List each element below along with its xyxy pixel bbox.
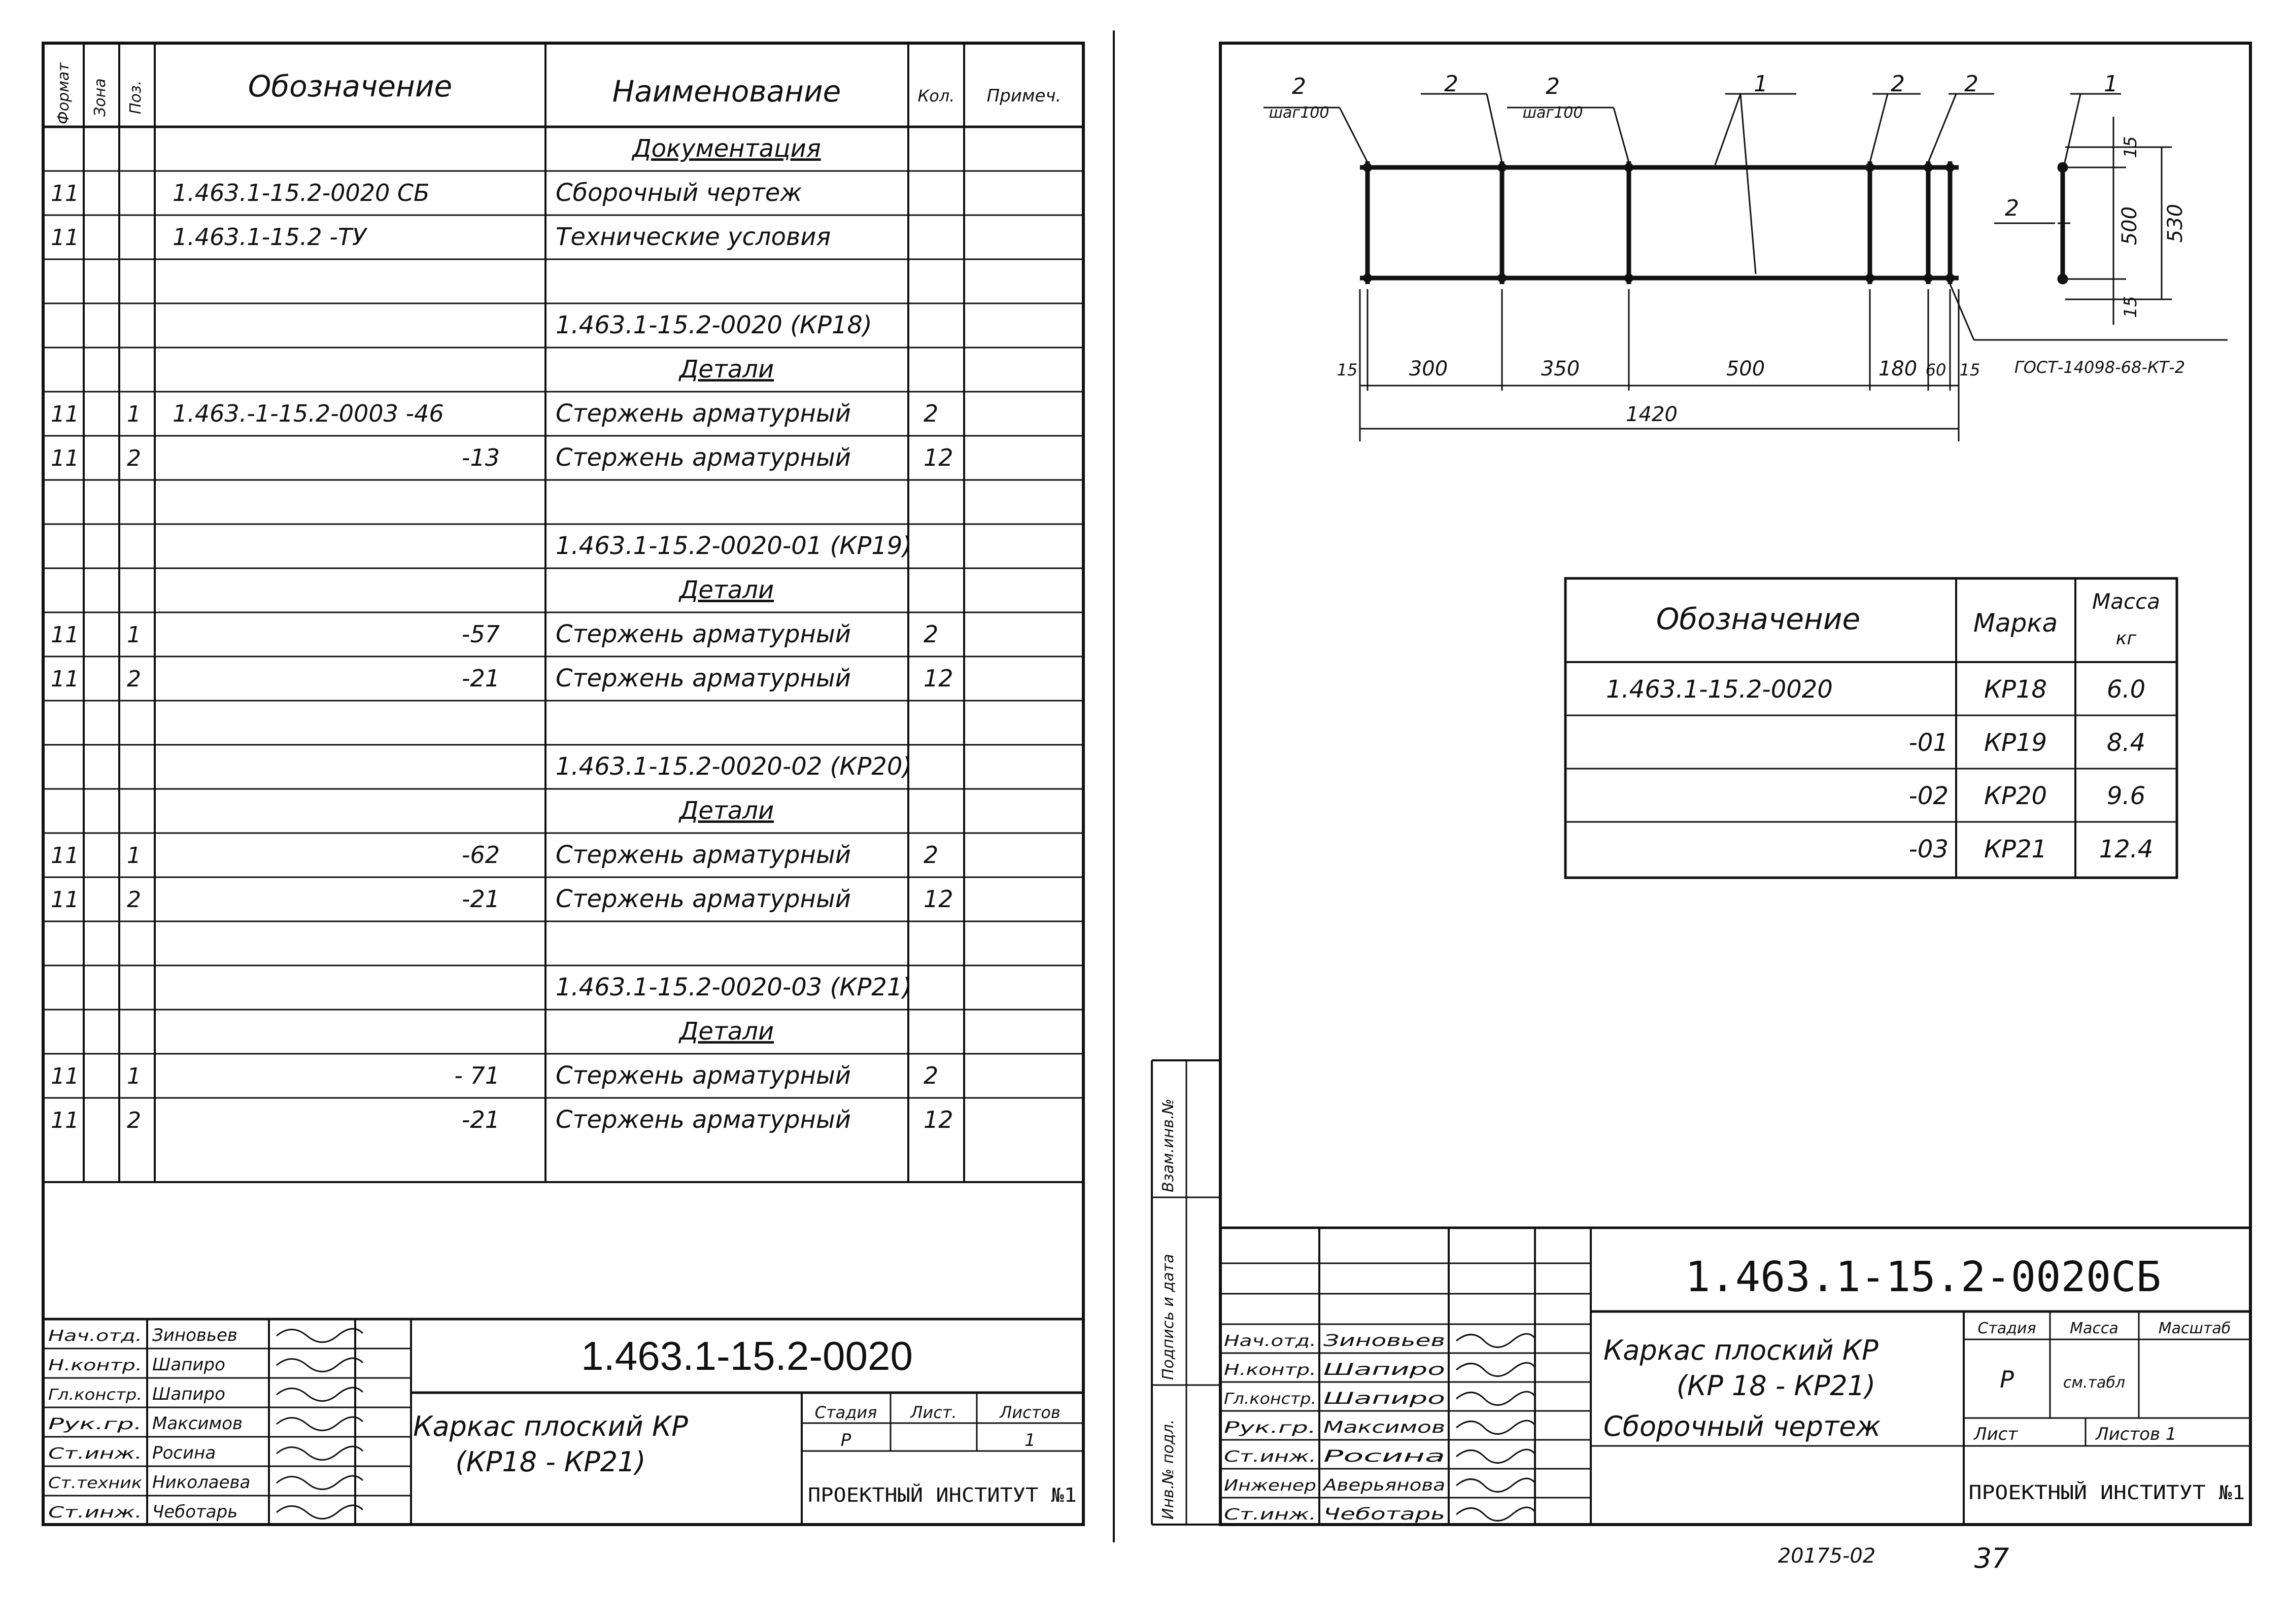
- spec-cell-format: 11: [51, 225, 79, 251]
- spec-cell-pos: 1: [127, 401, 141, 428]
- header-pos: Поз.: [127, 80, 145, 114]
- header-zone: Зона: [91, 78, 109, 117]
- spec-cell-designation: -21: [461, 885, 500, 913]
- assembly-stamp-role: Гл.констр.: [1224, 1390, 1316, 1408]
- spec-cell-format: 11: [51, 181, 79, 207]
- mark-header-designation: Обозначение: [1656, 602, 1861, 636]
- spec-cell-format: 11: [51, 445, 79, 472]
- section-label-pos-2: 2: [2005, 195, 2019, 221]
- spec-cell-name: Документация: [632, 134, 821, 163]
- spec-cell-name: 1.463.1-15.2-0020-03 (КР21): [556, 973, 912, 1002]
- header-note: Примеч.: [986, 86, 1062, 106]
- dim-label: 180: [1878, 357, 1918, 381]
- spec-title-block: [43, 1319, 1083, 1525]
- assembly-stamp-role: Инженер: [1224, 1477, 1316, 1495]
- assembly-stamp-person: Росина: [1323, 1446, 1445, 1466]
- spec-cell-pos: 2: [127, 1108, 141, 1134]
- mark-header-mark: Марка: [1973, 608, 2058, 638]
- header-name: Наименование: [612, 74, 841, 109]
- assembly-stamp-role: Ст.инж.: [1224, 1448, 1316, 1466]
- spec-cell-pos: 2: [127, 887, 141, 913]
- mark-cell-mass: 6.0: [2106, 675, 2146, 704]
- assembly-stamp-sheets-label: Листов 1: [2096, 1424, 2177, 1444]
- assembly-stamp-person: Максимов: [1323, 1418, 1445, 1437]
- assembly-stamp-person: Шапиро: [1323, 1360, 1445, 1379]
- spec-cell-designation: -62: [461, 841, 500, 869]
- header-format: Формат: [55, 62, 73, 124]
- spec-stamp-title-1: Каркас плоский КР: [413, 1410, 688, 1442]
- signature-mark: [1456, 1421, 1535, 1434]
- spec-cell-format: 11: [51, 1108, 79, 1134]
- signature-mark: [277, 1446, 363, 1460]
- spec-cell-designation: -21: [461, 1106, 500, 1134]
- signature-mark: [1456, 1334, 1535, 1347]
- assembly-stamp-title-1: Каркас плоский КР: [1603, 1334, 1878, 1366]
- section-dim-top: 15: [2121, 136, 2141, 158]
- spec-cell-name: Стержень арматурный: [556, 1061, 851, 1090]
- mark-table: [1565, 578, 2177, 878]
- spec-cell-qty: 2: [924, 400, 939, 428]
- mark-cell-mark: КР20: [1984, 782, 2047, 810]
- assembly-stamp-organization: ПРОЕКТНЫЙ ИНСТИТУТ №1: [1968, 1481, 2245, 1504]
- side-stamp-labels: [1159, 1098, 1177, 1519]
- mark-cell-designation: -02: [1908, 782, 1949, 810]
- assembly-stamp-title-2: (КР 18 - КР21): [1676, 1370, 1876, 1402]
- signature-mark: [1456, 1507, 1535, 1521]
- spec-cell-designation: 1.463.1-15.2 -ТУ: [173, 223, 366, 251]
- signature-mark: [1456, 1363, 1535, 1376]
- mark-cell-mark: КР18: [1984, 675, 2047, 704]
- footer-code: 20175-02: [1778, 1544, 1876, 1568]
- spec-stamp-organization: ПРОЕКТНЫЙ ИНСТИТУТ №1: [808, 1484, 1077, 1506]
- assembly-stamp-stage-label: Стадия: [1977, 1320, 2036, 1337]
- spec-cell-designation: -21: [461, 665, 500, 693]
- dim-label: 15: [1959, 360, 1980, 379]
- spec-stamp-role: Ст.инж.: [48, 1445, 142, 1463]
- assembly-stamp-mass-value: см.табл: [2063, 1374, 2126, 1392]
- spec-stamp-role: Ст.техник: [48, 1474, 142, 1492]
- signature-mark: [1456, 1478, 1535, 1492]
- side-label-replace: Взам.инв.№: [1159, 1098, 1177, 1192]
- spec-cell-qty: 12: [924, 885, 953, 913]
- signature-mark: [277, 1476, 363, 1489]
- spec-stamp-person: Максимов: [152, 1413, 243, 1434]
- spec-cell-name: Детали: [679, 355, 774, 384]
- spec-stamp-role: Н.контр.: [48, 1357, 142, 1374]
- assembly-stamp-person: Чеботарь: [1323, 1504, 1445, 1524]
- assembly-stamp-sheet-label: Лист: [1974, 1424, 2018, 1444]
- spec-stamp-sheet-label: Лист.: [910, 1403, 957, 1422]
- spec-stamp-title-2: (КР18 - КР21): [455, 1446, 646, 1478]
- mark-cell-mass: 8.4: [2106, 729, 2146, 757]
- spec-cell-format: 11: [51, 887, 79, 913]
- mark-header-mass-unit: кг: [2115, 628, 2137, 649]
- mark-cell-designation: 1.463.1-15.2-0020: [1606, 675, 1833, 704]
- spec-cell-designation: -57: [461, 620, 500, 648]
- section-dim-bottom: 15: [2121, 296, 2141, 318]
- spec-stamp-person: Чеботарь: [152, 1502, 238, 1522]
- spec-cell-name: Технические условия: [556, 223, 831, 252]
- spec-cell-name: Стержень арматурный: [556, 1105, 851, 1134]
- spec-cell-name: 1.463.1-15.2-0020-01 (КР19): [556, 532, 912, 561]
- spec-cell-name: Стержень арматурный: [556, 399, 851, 428]
- section-label-pos-1: 1: [2104, 71, 2118, 97]
- assembly-stamp-scale-label: Масштаб: [2158, 1320, 2231, 1337]
- signature-mark: [277, 1417, 363, 1430]
- assembly-stamp-stage-value: Р: [2000, 1366, 2014, 1393]
- label-pos-2-b: 2: [1444, 71, 1458, 97]
- spec-stamp-sheets-value: 1: [1024, 1430, 1036, 1450]
- assembly-stamp-role: Нач.отд.: [1224, 1332, 1316, 1350]
- signature-mark: [277, 1358, 363, 1371]
- spec-stamp-person: Николаева: [152, 1472, 251, 1493]
- spec-stamp-role: Нач.отд.: [48, 1327, 142, 1345]
- header-designation: Обозначение: [248, 69, 453, 103]
- mark-cell-mark: КР19: [1984, 729, 2047, 757]
- frame-elevation: [1263, 94, 2228, 441]
- spec-cell-format: 11: [51, 622, 79, 648]
- spec-header: [55, 62, 1061, 124]
- assembly-stamp-person: Шапиро: [1323, 1389, 1445, 1408]
- mark-header-mass: Масса: [2092, 589, 2160, 614]
- spec-cell-name: 1.463.1-15.2-0020 (КР18): [556, 311, 872, 340]
- spec-cell-qty: 2: [924, 841, 939, 869]
- side-label-inv: Инв.№ подл.: [1159, 1419, 1177, 1519]
- dim-label: 500: [1726, 357, 1765, 381]
- spec-cell-designation: 1.463.1-15.2-0020 СБ: [173, 179, 430, 207]
- spec-cell-name: Детали: [679, 576, 774, 605]
- spec-stamp-person: Шапиро: [152, 1355, 225, 1375]
- spec-stamp-role: Ст.инж.: [48, 1504, 142, 1522]
- dim-label: 350: [1541, 357, 1580, 381]
- side-label-sign: Подпись и дата: [1159, 1254, 1177, 1380]
- assembly-stamp-title-3: Сборочный чертеж: [1603, 1410, 1881, 1442]
- spec-cell-pos: 1: [127, 1063, 141, 1090]
- spec-cell-pos: 2: [127, 445, 141, 472]
- footer-page-number: 37: [1974, 1542, 2009, 1574]
- signature-mark: [1456, 1392, 1535, 1405]
- assembly-stamp-person: Аверьянова: [1322, 1475, 1445, 1495]
- assembly-stamp-mass-label: Масса: [2070, 1320, 2119, 1337]
- spec-cell-designation: -13: [461, 444, 500, 472]
- spec-cell-pos: 1: [127, 843, 141, 869]
- label-pos-2-a: 2: [1292, 74, 1306, 99]
- label-step-c: шаг100: [1522, 104, 1583, 122]
- signature-mark: [277, 1329, 363, 1342]
- mark-cell-mark: КР21: [1984, 835, 2047, 863]
- section-dim-mid: 500: [2118, 206, 2141, 246]
- spec-cell-qty: 12: [924, 1106, 953, 1134]
- spec-stamp-person: Росина: [152, 1443, 216, 1463]
- dim-label: 300: [1409, 357, 1448, 381]
- assembly-stamp-designation: 1.463.1-15.2-0020СБ: [1685, 1253, 2161, 1301]
- label-step-a: шаг100: [1269, 104, 1329, 122]
- dim-overall-length: 1420: [1626, 403, 1678, 426]
- cross-section: [1994, 94, 2172, 325]
- spec-table-body: [51, 134, 953, 1134]
- mark-cell-mass: 9.6: [2106, 782, 2146, 810]
- label-pos-2-e: 2: [1964, 71, 1978, 97]
- spec-cell-name: Детали: [679, 1017, 774, 1046]
- spec-stamp-stage-value: Р: [840, 1430, 851, 1450]
- spec-cell-qty: 12: [924, 665, 953, 693]
- spec-stamp-person: Зиновьев: [152, 1325, 237, 1345]
- spec-cell-format: 11: [51, 1063, 79, 1090]
- label-pos-2-c: 2: [1546, 74, 1560, 99]
- label-pos-2-d: 2: [1891, 71, 1905, 97]
- assembly-title-block: [1220, 1228, 2250, 1525]
- spec-cell-name: Стержень арматурный: [556, 443, 851, 472]
- spec-cell-name: Стержень арматурный: [556, 885, 851, 914]
- spec-cell-pos: 1: [127, 622, 141, 648]
- spec-cell-name: Сборочный чертеж: [556, 179, 802, 208]
- spec-cell-pos: 2: [127, 666, 141, 693]
- spec-cell-qty: 12: [924, 444, 953, 472]
- signature-mark: [1456, 1449, 1535, 1463]
- spec-stamp-person: Шапиро: [152, 1384, 225, 1404]
- spec-stamp-designation: 1.463.1-15.2-0020: [581, 1333, 913, 1378]
- spec-cell-format: 11: [51, 666, 79, 693]
- section-labels: [2005, 71, 2187, 318]
- header-qty: Кол.: [917, 86, 955, 106]
- spec-cell-name: Детали: [679, 797, 774, 825]
- assembly-stamp-role: Ст.инж.: [1224, 1506, 1316, 1524]
- label-pos-1: 1: [1754, 71, 1768, 97]
- assembly-sheet: [1152, 43, 2250, 1525]
- spec-cell-name: 1.463.1-15.2-0020-02 (КР20): [556, 752, 912, 781]
- dim-label: 60: [1925, 360, 1946, 379]
- spec-cell-qty: 2: [924, 620, 939, 648]
- dim-label: 15: [1337, 360, 1358, 379]
- section-dim-total: 530: [2164, 203, 2187, 243]
- mark-cell-mass: 12.4: [2099, 835, 2154, 863]
- spec-cell-name: Стержень арматурный: [556, 620, 851, 649]
- spec-stamp-role: Рук.гр.: [48, 1415, 142, 1433]
- specification-sheet: [43, 43, 1083, 1525]
- spec-cell-format: 11: [51, 401, 79, 428]
- signature-mark: [277, 1388, 363, 1401]
- assembly-stamp-role: Н.контр.: [1224, 1361, 1316, 1379]
- frame-labels: [1269, 71, 2185, 426]
- mark-cell-designation: -03: [1908, 835, 1949, 863]
- spec-cell-designation: 1.463.-1-15.2-0003 -46: [173, 400, 444, 428]
- assembly-stamp-person: Зиновьев: [1323, 1331, 1445, 1350]
- spec-cell-name: Стержень арматурный: [556, 841, 851, 870]
- weld-note: ГОСТ-14098-68-КТ-2: [2014, 358, 2185, 377]
- spec-cell-qty: 2: [924, 1062, 939, 1090]
- spec-stamp-sheets-label: Листов: [1000, 1403, 1061, 1422]
- spec-cell-designation: - 71: [454, 1062, 500, 1090]
- assembly-stamp-role: Рук.гр.: [1224, 1419, 1316, 1437]
- spec-stamp-role: Гл.констр.: [48, 1386, 142, 1404]
- signature-mark: [277, 1505, 363, 1518]
- spec-stamp-stage-label: Стадия: [814, 1403, 877, 1422]
- mark-cell-designation: -01: [1908, 729, 1949, 757]
- spec-cell-name: Стержень арматурный: [556, 664, 851, 693]
- spec-cell-format: 11: [51, 843, 79, 869]
